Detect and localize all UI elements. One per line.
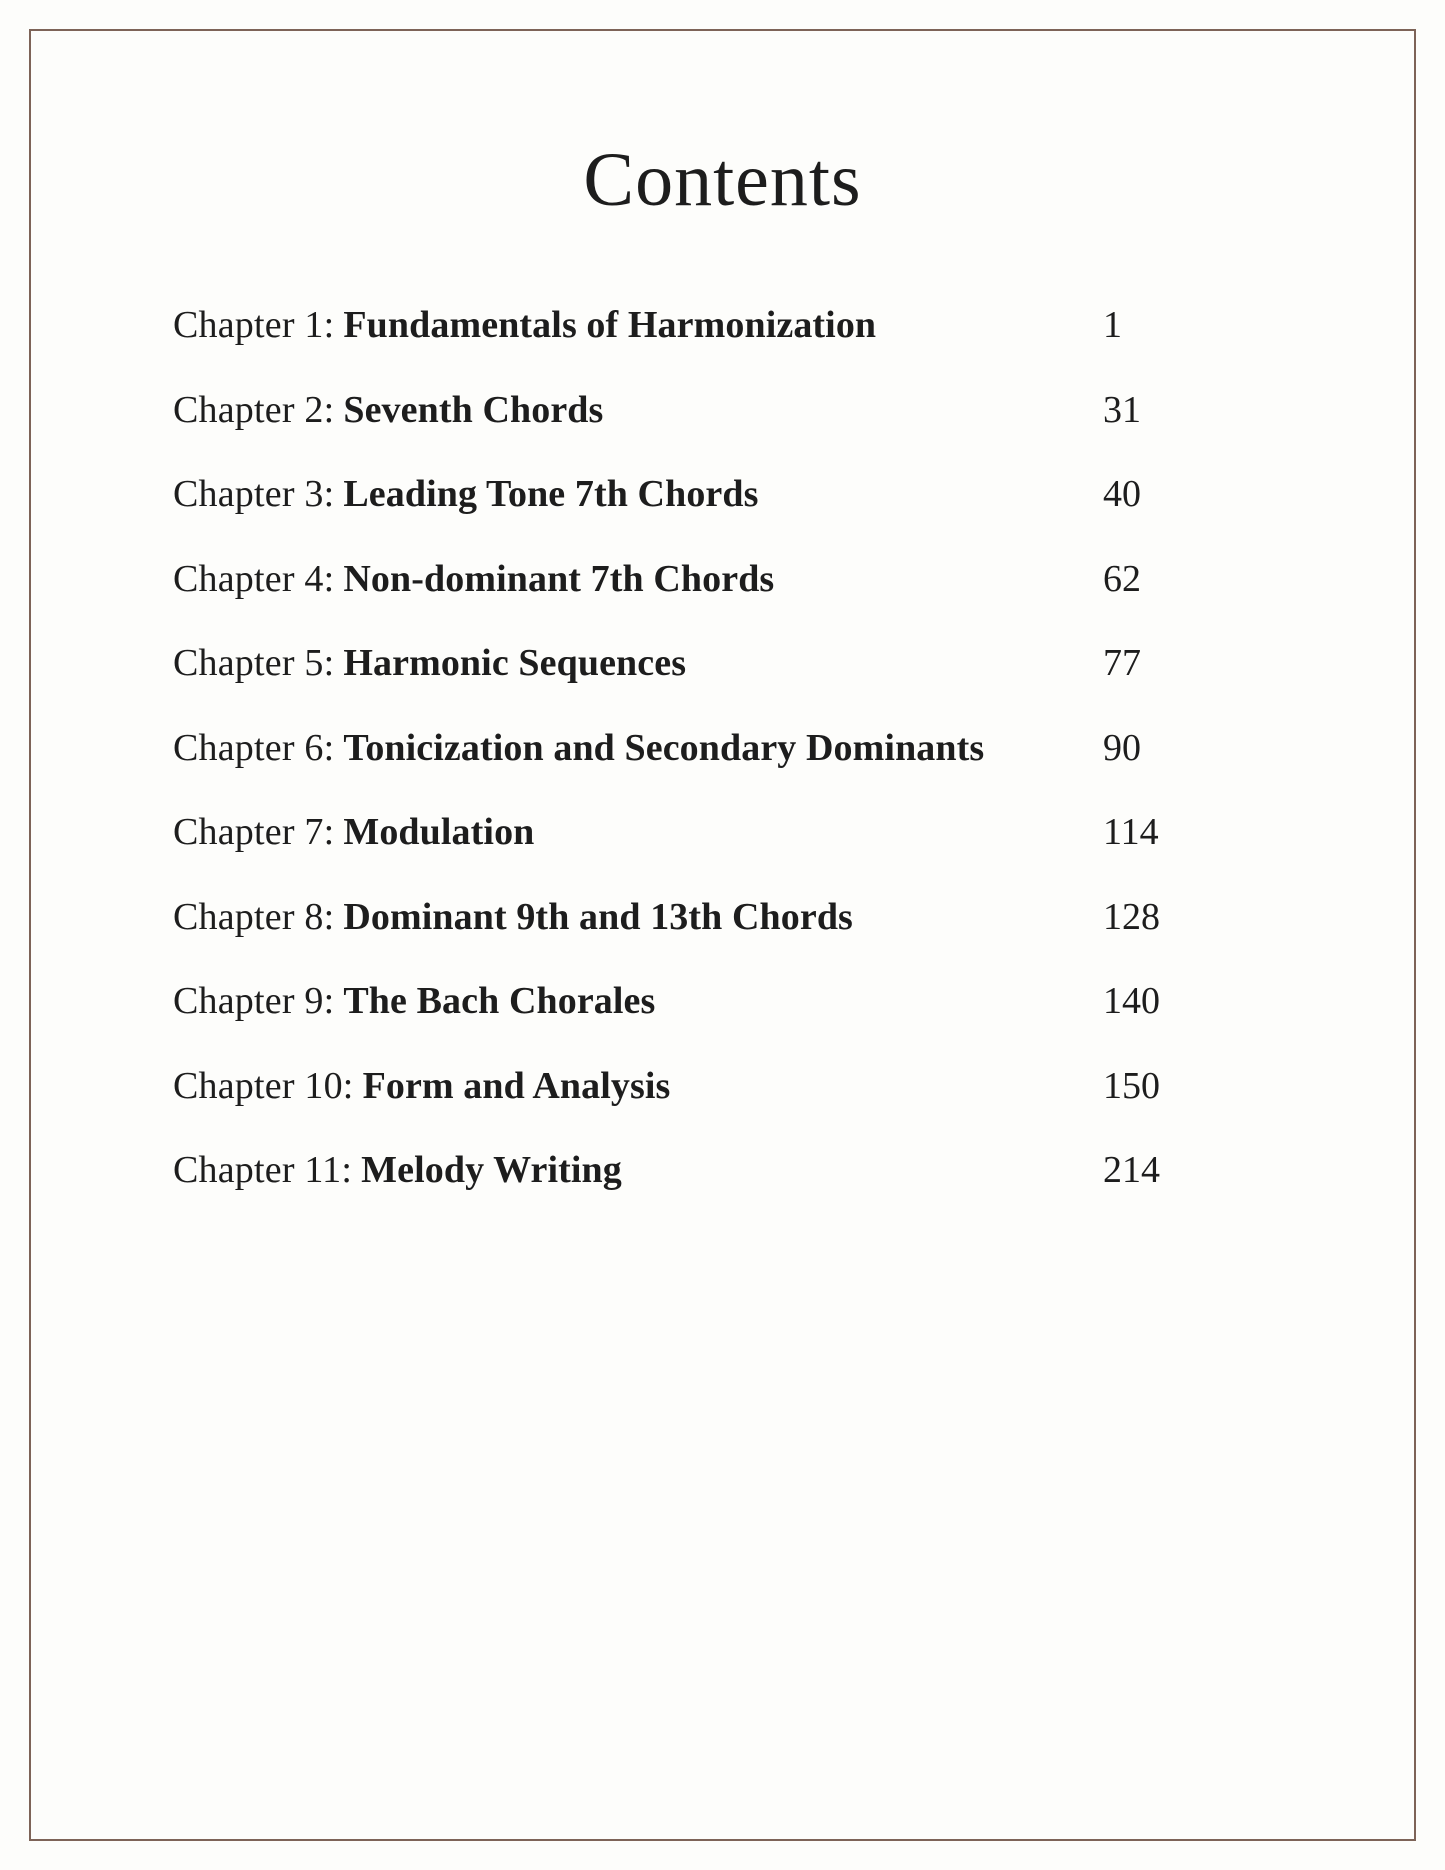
toc-chapter-label: Chapter 1: (173, 304, 335, 346)
toc-page-number: 90 (1103, 726, 1141, 769)
toc-entry-text (173, 726, 985, 769)
toc-entry-text (173, 813, 534, 851)
toc-row[interactable] (173, 306, 1173, 391)
toc-entry-text (173, 895, 853, 938)
toc-chapter-title: The Bach Chorales (343, 980, 656, 1022)
toc-chapter-label: Chapter 11: (173, 1149, 353, 1191)
toc-page-number: 1 (1103, 304, 1122, 346)
toc-page-number: 140 (1103, 980, 1160, 1022)
toc-chapter-label: Chapter 3: (173, 473, 335, 515)
toc-chapter-title: Form and Analysis (362, 1064, 671, 1107)
toc-page-number: 150 (1103, 1064, 1160, 1107)
toc-row[interactable] (173, 388, 1173, 476)
toc-chapter-title: Dominant 9th and 13th Chords (343, 895, 853, 938)
toc-row[interactable] (173, 982, 1173, 1067)
page-title: Contents (583, 137, 862, 222)
toc-row[interactable] (173, 644, 1173, 729)
toc-chapter-label: Chapter 8: (173, 895, 335, 938)
toc-entry-text (173, 475, 759, 513)
toc-chapter-label: Chapter 10: (173, 1064, 354, 1107)
toc-entry-text (173, 982, 655, 1020)
toc-row[interactable] (173, 726, 1173, 814)
toc-page-number: 77 (1103, 642, 1141, 684)
table-of-contents-list (173, 306, 1173, 1236)
toc-entry-text (173, 388, 604, 431)
toc-chapter-title: Leading Tone 7th Chords (343, 473, 759, 515)
toc-chapter-label: Chapter 7: (173, 811, 335, 853)
toc-page-number: 40 (1103, 473, 1141, 515)
toc-entry-text (173, 644, 686, 682)
toc-entry-text (173, 1064, 671, 1107)
toc-entry-text (173, 1151, 622, 1189)
toc-row[interactable] (173, 895, 1173, 983)
toc-chapter-title: Fundamentals of Harmonization (343, 304, 877, 346)
toc-entry-text (173, 306, 876, 344)
toc-chapter-label: Chapter 5: (173, 642, 335, 684)
toc-chapter-title: Harmonic Sequences (343, 642, 687, 684)
toc-page-number: 62 (1103, 557, 1141, 600)
toc-chapter-label: Chapter 4: (173, 557, 335, 600)
toc-page-number: 114 (1103, 811, 1159, 853)
toc-chapter-title: Melody Writing (361, 1149, 622, 1191)
toc-row[interactable] (173, 1151, 1173, 1236)
toc-entry-text (173, 557, 775, 600)
toc-row[interactable] (173, 1064, 1173, 1152)
toc-chapter-title: Tonicization and Secondary Dominants (343, 726, 985, 769)
toc-page-number: 128 (1103, 895, 1160, 938)
toc-chapter-title: Modulation (343, 811, 535, 853)
toc-chapter-label: Chapter 2: (173, 388, 335, 431)
toc-page-number: 31 (1103, 388, 1141, 431)
toc-chapter-label: Chapter 9: (173, 980, 335, 1022)
toc-page-number: 214 (1103, 1149, 1160, 1191)
toc-row[interactable] (173, 557, 1173, 645)
toc-chapter-title: Non-dominant 7th Chords (343, 557, 775, 600)
toc-chapter-label: Chapter 6: (173, 726, 335, 769)
toc-row[interactable] (173, 475, 1173, 560)
toc-row[interactable] (173, 813, 1173, 898)
toc-chapter-title: Seventh Chords (343, 388, 604, 431)
